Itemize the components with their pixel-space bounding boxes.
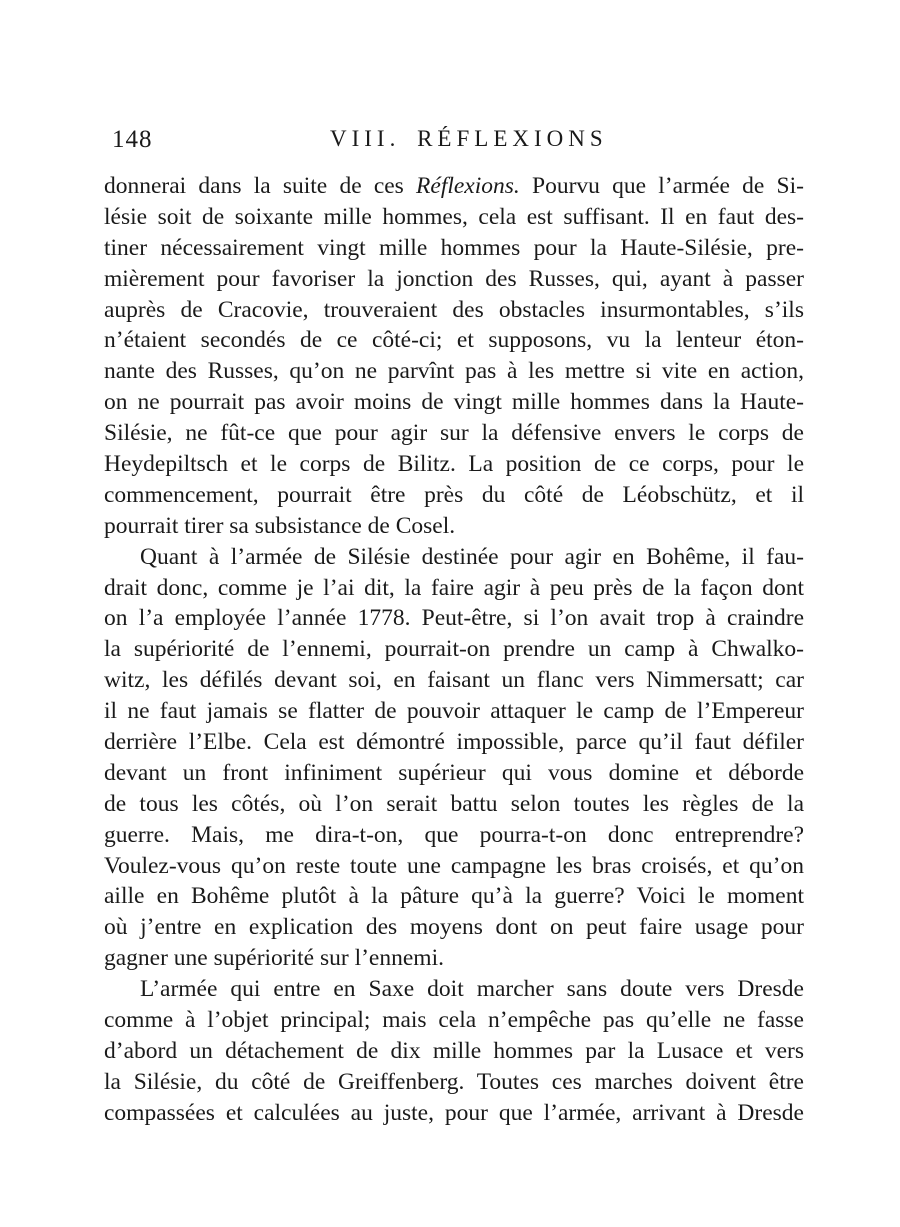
text-line: gagner une supériorité sur l’ennemi. — [104, 945, 444, 972]
text-run: Pourvu que l’armée de Si- — [519, 173, 804, 199]
paragraph — [104, 542, 804, 974]
text-line: lésie soit de soixante mille hommes, cela est suffisant. Il en faut des- — [104, 203, 804, 230]
text-line: comme à l’objet principal; mais cela n’empêche pas qu’elle ne fasse — [104, 1007, 804, 1034]
text-line: L’armée qui entre en Saxe doit marcher sans doute vers Dresde — [140, 976, 804, 1003]
text-line: commencement, pourrait être près du côté de Léobschütz, et il — [104, 481, 804, 508]
chapter-title: VIII. RÉFLEXIONS — [330, 126, 608, 151]
paragraph — [104, 171, 804, 542]
text-line: n’étaient secondés de ce côté-ci; et supposons, vu la lenteur éton- — [104, 327, 804, 354]
text-line: de tous les côtés, où l’on serait battu selon toutes les règles de la — [104, 790, 804, 817]
text-line: on ne pourrait pas avoir moins de vingt mille hommes dans la Haute- — [104, 389, 804, 416]
text-line: la supériorité de l’ennemi, pourrait-on prendre un camp à Chwalko- — [104, 636, 804, 663]
body-text — [104, 171, 804, 1129]
running-head — [104, 126, 804, 162]
text-line: il ne faut jamais se flatter de pouvoir attaquer le camp de l’Empereur — [104, 698, 804, 725]
text-line — [104, 171, 804, 202]
text-line: où j’entre en explication des moyens dont on peut faire usage pour — [104, 914, 804, 941]
text-line: Silésie, ne fût-ce que pour agir sur la défensive envers le corps de — [104, 420, 804, 447]
italic-title: Réflexions. — [416, 173, 520, 199]
text-line: witz, les défilés devant soi, en faisant un flanc vers Nimmersatt; car — [104, 667, 804, 694]
text-line: tiner nécessairement vingt mille hommes pour la Haute-Silésie, pre- — [104, 234, 804, 261]
text-line: la Silésie, du côté de Greiffenberg. Toutes ces marches doivent être — [104, 1068, 804, 1095]
text-line: devant un front infiniment supérieur qui vous domine et déborde — [104, 759, 804, 786]
text-line: guerre. Mais, me dira-t-on, que pourra-t-on donc entreprendre? — [104, 821, 804, 848]
text-line: mièrement pour favoriser la jonction des Russes, qui, ayant à passer — [104, 265, 804, 292]
paragraph — [104, 974, 804, 1128]
text-line: aille en Bohême plutôt à la pâture qu’à la guerre? Voici le moment — [104, 883, 804, 910]
page-number: 148 — [112, 126, 153, 153]
text-line: pourrait tirer sa subsistance de Cosel. — [104, 512, 456, 539]
text-line: Quant à l’armée de Silésie destinée pour agir en Bohême, il fau- — [140, 543, 804, 570]
text-line: d’abord un détachement de dix mille hommes par la Lusace et vers — [104, 1037, 804, 1064]
text-line: derrière l’Elbe. Cela est démontré impossible, parce qu’il faut défiler — [104, 729, 804, 756]
text-line: on l’a employée l’année 1778. Peut-être, si l’on avait trop à craindre — [104, 605, 804, 632]
text-line: Voulez-vous qu’on reste toute une campagne les bras croisés, et qu’on — [104, 852, 804, 879]
text-run: donnerai dans la suite de ces — [104, 173, 417, 199]
text-line: auprès de Cracovie, trouveraient des obstacles insurmontables, s’ils — [104, 296, 804, 323]
text-line: drait donc, comme je l’ai dit, la faire agir à peu près de la façon dont — [104, 574, 804, 601]
text-line: compassées et calculées au juste, pour que l’armée, arrivant à Dresde — [104, 1099, 804, 1126]
text-line: Heydepiltsch et le corps de Bilitz. La position de ce corps, pour le — [104, 451, 804, 478]
text-line: nante des Russes, qu’on ne parvînt pas à les mettre si vite en action, — [104, 358, 804, 385]
